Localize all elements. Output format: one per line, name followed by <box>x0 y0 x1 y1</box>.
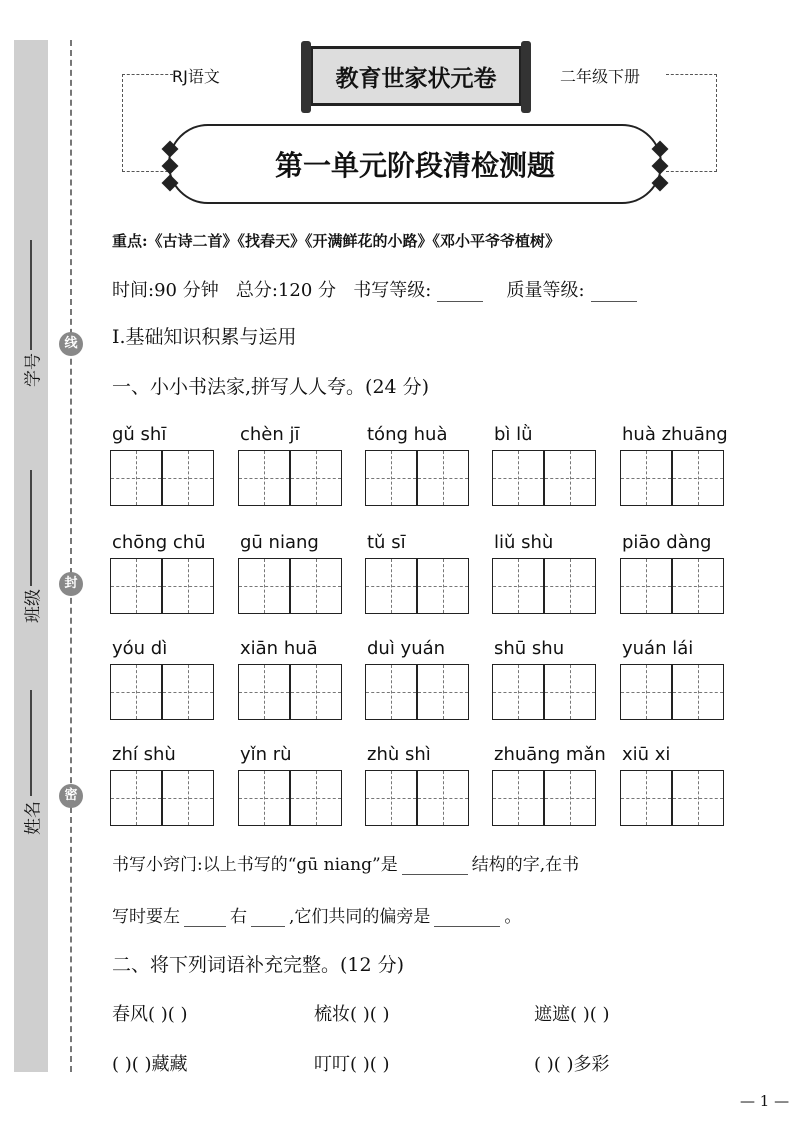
writing-cell[interactable] <box>620 558 672 614</box>
series-banner: 教育世家状元卷 <box>310 46 522 106</box>
fill-2-3: ( )( )多彩 <box>534 1054 610 1075</box>
page-number: — 1 — <box>740 1092 790 1110</box>
writing-cell[interactable] <box>110 664 162 720</box>
question-2-title: 二、将下列词语补充完整。(12 分) <box>112 954 405 976</box>
writing-cell[interactable] <box>544 450 596 506</box>
student-number-line <box>30 240 32 350</box>
char-box-pair <box>365 664 469 722</box>
char-box-pair <box>110 450 214 508</box>
writing-cell[interactable] <box>544 770 596 826</box>
char-box-pair <box>365 770 469 828</box>
writing-grade-blank[interactable] <box>437 285 483 302</box>
writing-cell[interactable] <box>672 664 724 720</box>
char-box-pair <box>110 664 214 722</box>
char-box-pair <box>238 770 342 828</box>
writing-cell[interactable] <box>620 770 672 826</box>
page-title: 第一单元阶段清检测题 <box>168 124 662 204</box>
pinyin-label: zhù shì <box>367 744 431 765</box>
writing-cell[interactable] <box>365 770 417 826</box>
writing-cell[interactable] <box>620 664 672 720</box>
pinyin-label: gū niang <box>240 532 319 553</box>
writing-cell[interactable] <box>110 770 162 826</box>
section-heading: Ⅰ.基础知识积累与运用 <box>112 326 297 348</box>
tip-blank-radical[interactable] <box>434 909 500 927</box>
char-box-pair <box>110 770 214 828</box>
writing-cell[interactable] <box>544 664 596 720</box>
writing-cell[interactable] <box>365 664 417 720</box>
student-number-label: 学号 <box>23 353 44 387</box>
pinyin-label: chōng chū <box>112 532 206 553</box>
pinyin-label: chèn jī <box>240 424 300 445</box>
tip-blank-left[interactable] <box>184 909 226 927</box>
char-box-pair <box>365 450 469 508</box>
char-box-pair <box>620 770 724 828</box>
pinyin-label: huà zhuāng <box>622 424 728 445</box>
pinyin-label: yóu dì <box>112 638 168 659</box>
writing-grade-label: 书写等级: <box>353 280 432 301</box>
class-line <box>30 470 32 586</box>
quality-grade-label: 质量等级: <box>506 280 585 301</box>
writing-cell[interactable] <box>238 664 290 720</box>
tip-line-1 <box>112 850 579 875</box>
tip-blank-right[interactable] <box>251 909 285 927</box>
char-box-pair <box>365 558 469 616</box>
writing-cell[interactable] <box>417 450 469 506</box>
writing-cell[interactable] <box>238 450 290 506</box>
writing-cell[interactable] <box>290 770 342 826</box>
tip-text-e: ,它们共同的偏旁是 <box>289 907 431 927</box>
cut-mark-feng: 封 <box>59 572 83 596</box>
exam-info <box>112 276 643 302</box>
time-info: 时间:90 分钟 <box>112 280 219 301</box>
right-diamonds <box>654 138 668 192</box>
pinyin-label: piāo dàng <box>622 532 712 553</box>
focus-line: 重点:《古诗二首》《找春天》《开满鲜花的小路》《邓小平爷爷植树》 <box>112 232 561 250</box>
subject-tag: RJ语文 <box>172 67 220 86</box>
grade-tag: 二年级下册 <box>560 67 641 86</box>
char-box-pair <box>492 770 596 828</box>
writing-cell[interactable] <box>417 770 469 826</box>
writing-cell[interactable] <box>492 558 544 614</box>
name-line <box>30 690 32 796</box>
pinyin-label: xiān huā <box>240 638 318 659</box>
pinyin-label: liǔ shù <box>494 532 554 553</box>
writing-cell[interactable] <box>290 558 342 614</box>
quality-grade-blank[interactable] <box>591 285 637 302</box>
writing-cell[interactable] <box>110 558 162 614</box>
writing-cell[interactable] <box>290 664 342 720</box>
char-box-pair <box>238 558 342 616</box>
writing-cell[interactable] <box>162 770 214 826</box>
cut-mark-xian: 线 <box>59 332 83 356</box>
total-score: 总分:120 分 <box>235 280 337 301</box>
name-label: 姓名 <box>23 801 44 835</box>
char-box-pair <box>620 664 724 722</box>
pinyin-label: bì lǜ <box>494 424 533 445</box>
writing-cell[interactable] <box>672 558 724 614</box>
class-label: 班级 <box>23 589 44 623</box>
writing-cell[interactable] <box>417 664 469 720</box>
char-box-pair <box>492 664 596 722</box>
writing-cell[interactable] <box>162 450 214 506</box>
fill-1-2: 梳妆( )( ) <box>314 1004 390 1025</box>
tip-text-d: 右 <box>230 907 247 927</box>
char-box-pair <box>110 558 214 616</box>
writing-cell[interactable] <box>544 558 596 614</box>
cut-line <box>70 40 72 1072</box>
char-box-pair <box>492 450 596 508</box>
tip-text-f: 。 <box>504 907 522 927</box>
pinyin-label: yuán lái <box>622 638 694 659</box>
fill-1-1: 春风( )( ) <box>112 1004 188 1025</box>
writing-cell[interactable] <box>162 664 214 720</box>
fill-1-3: 遮遮( )( ) <box>534 1004 610 1025</box>
char-box-pair <box>492 558 596 616</box>
writing-cell[interactable] <box>672 770 724 826</box>
pinyin-label: zhí shù <box>112 744 176 765</box>
tip-text-a: 书写小窍门:以上书写的“gū niang”是 <box>112 855 398 875</box>
writing-cell[interactable] <box>672 450 724 506</box>
writing-cell[interactable] <box>365 558 417 614</box>
fill-2-2: 叮叮( )( ) <box>314 1054 390 1075</box>
right-connector <box>666 74 717 172</box>
pinyin-label: zhuāng mǎn <box>494 744 606 765</box>
char-box-pair <box>238 664 342 722</box>
char-box-pair <box>620 558 724 616</box>
pinyin-label: duì yuán <box>367 638 446 659</box>
writing-cell[interactable] <box>492 450 544 506</box>
writing-cell[interactable] <box>110 450 162 506</box>
pinyin-label: shū shu <box>494 638 565 659</box>
writing-cell[interactable] <box>620 450 672 506</box>
writing-cell[interactable] <box>492 664 544 720</box>
writing-cell[interactable] <box>417 558 469 614</box>
writing-cell[interactable] <box>162 558 214 614</box>
writing-cell[interactable] <box>238 770 290 826</box>
pinyin-label: gǔ shī <box>112 424 167 445</box>
tip-text-b: 结构的字,在书 <box>471 855 580 875</box>
writing-cell[interactable] <box>492 770 544 826</box>
pinyin-label: yǐn rù <box>240 744 292 765</box>
pinyin-label: tǔ sī <box>367 532 406 553</box>
question-1-title: 一、小小书法家,拼写人人夸。(24 分) <box>112 376 430 398</box>
tip-line-2 <box>112 902 521 927</box>
writing-cell[interactable] <box>365 450 417 506</box>
char-box-pair <box>238 450 342 508</box>
tip-text-c: 写时要左 <box>112 907 180 927</box>
writing-cell[interactable] <box>238 558 290 614</box>
char-box-pair <box>620 450 724 508</box>
pinyin-label: tóng huà <box>367 424 448 445</box>
pinyin-label: xiū xi <box>622 744 671 765</box>
fill-2-1: ( )( )藏藏 <box>112 1054 188 1075</box>
writing-cell[interactable] <box>290 450 342 506</box>
tip-blank-structure[interactable] <box>402 857 468 875</box>
cut-mark-mi: 密 <box>59 784 83 808</box>
